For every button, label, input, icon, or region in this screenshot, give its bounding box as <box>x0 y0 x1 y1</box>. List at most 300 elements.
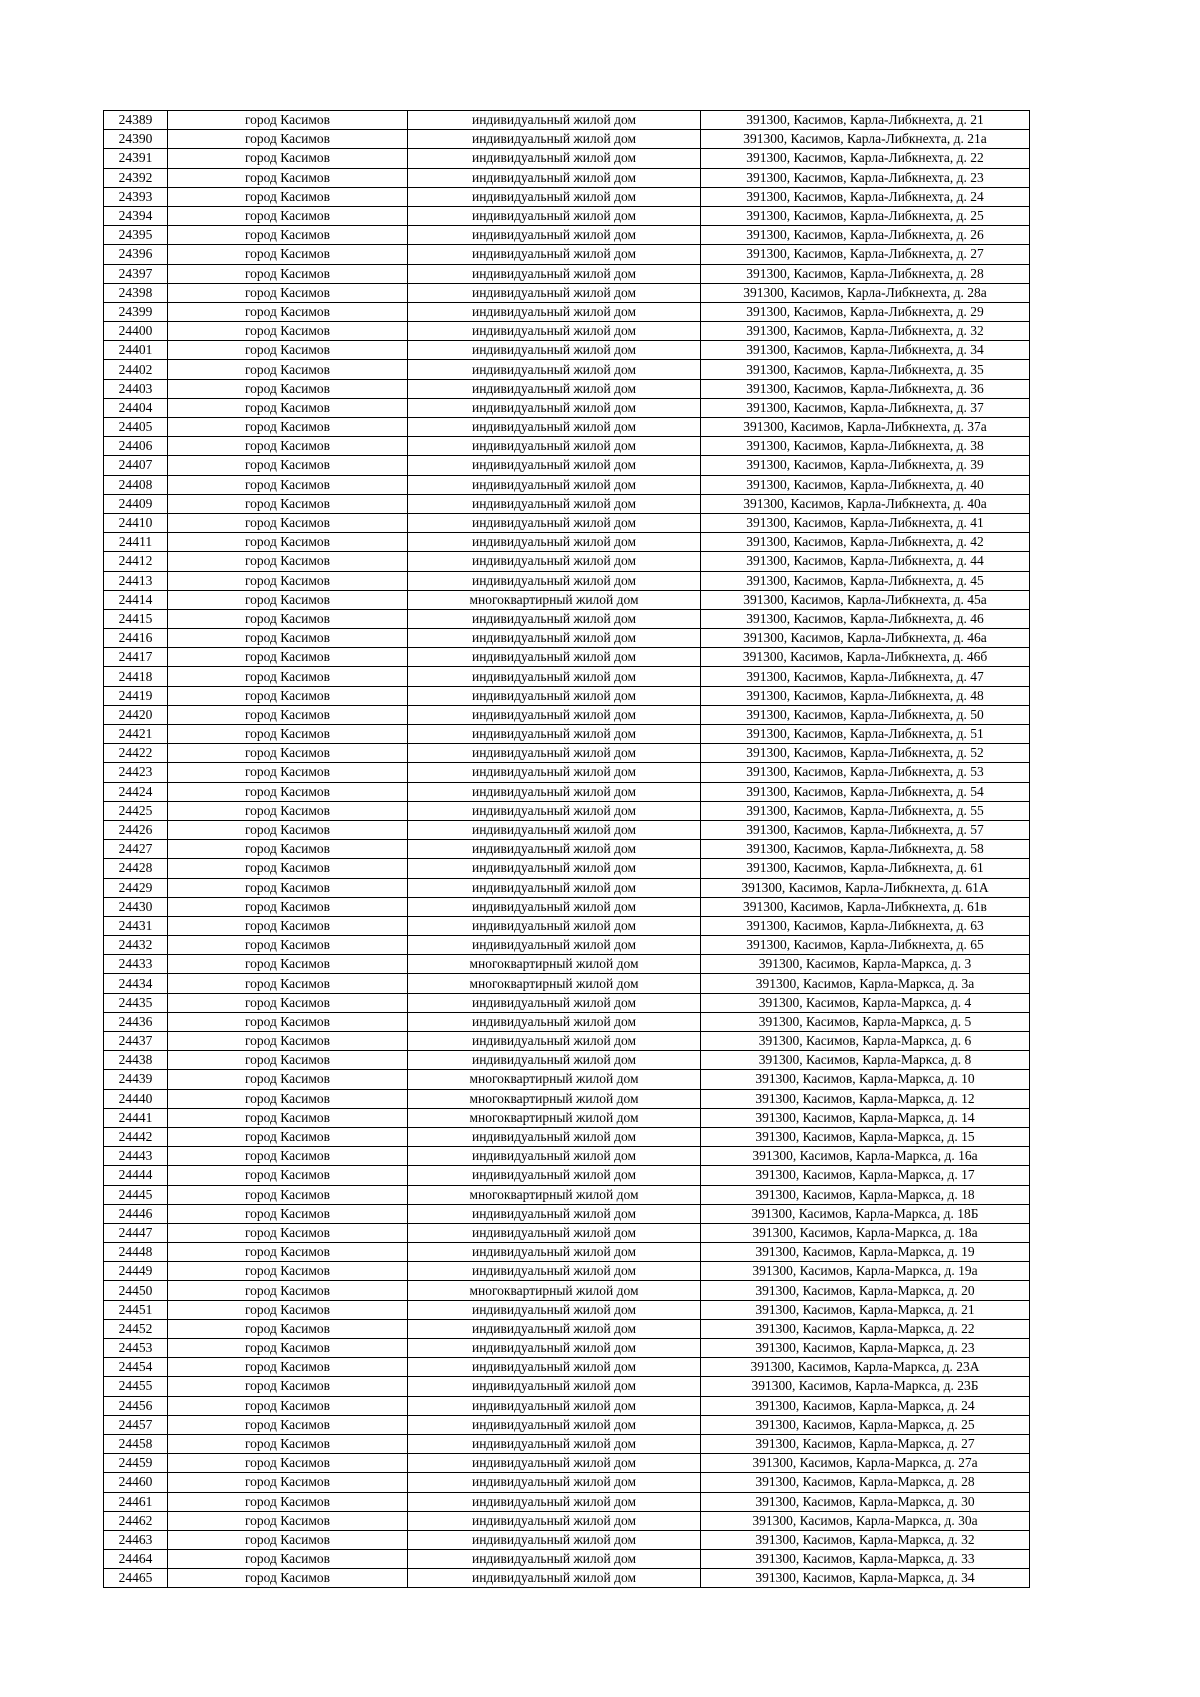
settlement-cell: город Касимов <box>168 590 408 609</box>
address-cell: 391300, Касимов, Карла-Либкнехта, д. 28а <box>701 283 1030 302</box>
settlement-cell: город Касимов <box>168 1569 408 1588</box>
address-cell: 391300, Касимов, Карла-Маркса, д. 27а <box>701 1454 1030 1473</box>
table-row <box>104 571 1030 590</box>
building-type-cell: индивидуальный жилой дом <box>408 533 701 552</box>
building-type-cell: индивидуальный жилой дом <box>408 1319 701 1338</box>
table-row <box>104 1070 1030 1089</box>
table-row <box>104 111 1030 130</box>
settlement-cell: город Касимов <box>168 763 408 782</box>
table-row <box>104 149 1030 168</box>
table-row <box>104 437 1030 456</box>
building-type-cell: индивидуальный жилой дом <box>408 629 701 648</box>
settlement-cell: город Касимов <box>168 609 408 628</box>
building-type-cell: индивидуальный жилой дом <box>408 1012 701 1031</box>
building-type-cell: индивидуальный жилой дом <box>408 1473 701 1492</box>
record-number-cell: 24424 <box>104 782 168 801</box>
settlement-cell: город Касимов <box>168 1339 408 1358</box>
record-number-cell: 24445 <box>104 1185 168 1204</box>
settlement-cell: город Касимов <box>168 475 408 494</box>
building-type-cell: индивидуальный жилой дом <box>408 494 701 513</box>
settlement-cell: город Касимов <box>168 1223 408 1242</box>
record-number-cell: 24437 <box>104 1032 168 1051</box>
record-number-cell: 24454 <box>104 1358 168 1377</box>
settlement-cell: город Касимов <box>168 130 408 149</box>
record-number-cell: 24423 <box>104 763 168 782</box>
building-type-cell: индивидуальный жилой дом <box>408 245 701 264</box>
settlement-cell: город Касимов <box>168 552 408 571</box>
table-row <box>104 648 1030 667</box>
building-type-cell: индивидуальный жилой дом <box>408 725 701 744</box>
address-cell: 391300, Касимов, Карла-Либкнехта, д. 46 <box>701 609 1030 628</box>
building-type-cell: индивидуальный жилой дом <box>408 379 701 398</box>
settlement-cell: город Касимов <box>168 782 408 801</box>
record-number-cell: 24411 <box>104 533 168 552</box>
record-number-cell: 24398 <box>104 283 168 302</box>
settlement-cell: город Касимов <box>168 993 408 1012</box>
record-number-cell: 24439 <box>104 1070 168 1089</box>
table-row <box>104 1569 1030 1588</box>
building-type-cell: индивидуальный жилой дом <box>408 916 701 935</box>
table-row <box>104 513 1030 532</box>
record-number-cell: 24459 <box>104 1454 168 1473</box>
building-type-cell: индивидуальный жилой дом <box>408 840 701 859</box>
record-number-cell: 24416 <box>104 629 168 648</box>
table-row <box>104 974 1030 993</box>
settlement-cell: город Касимов <box>168 840 408 859</box>
settlement-cell: город Касимов <box>168 1281 408 1300</box>
table-row <box>104 398 1030 417</box>
settlement-cell: город Касимов <box>168 1550 408 1569</box>
record-number-cell: 24447 <box>104 1223 168 1242</box>
table-row <box>104 1108 1030 1127</box>
table-row <box>104 1530 1030 1549</box>
table-row <box>104 456 1030 475</box>
table-row <box>104 1089 1030 1108</box>
record-number-cell: 24443 <box>104 1147 168 1166</box>
settlement-cell: город Касимов <box>168 149 408 168</box>
address-cell: 391300, Касимов, Карла-Либкнехта, д. 65 <box>701 936 1030 955</box>
record-number-cell: 24418 <box>104 667 168 686</box>
settlement-cell: город Касимов <box>168 1089 408 1108</box>
building-type-cell: индивидуальный жилой дом <box>408 609 701 628</box>
table-row <box>104 1166 1030 1185</box>
record-number-cell: 24432 <box>104 936 168 955</box>
table-row <box>104 187 1030 206</box>
address-cell: 391300, Касимов, Карла-Либкнехта, д. 37а <box>701 418 1030 437</box>
address-cell: 391300, Касимов, Карла-Маркса, д. 15 <box>701 1127 1030 1146</box>
settlement-cell: город Касимов <box>168 245 408 264</box>
settlement-cell: город Касимов <box>168 744 408 763</box>
settlement-cell: город Касимов <box>168 379 408 398</box>
address-cell: 391300, Касимов, Карла-Либкнехта, д. 61 <box>701 859 1030 878</box>
record-number-cell: 24449 <box>104 1262 168 1281</box>
building-type-cell: индивидуальный жилой дом <box>408 552 701 571</box>
address-cell: 391300, Касимов, Карла-Либкнехта, д. 53 <box>701 763 1030 782</box>
address-cell: 391300, Касимов, Карла-Либкнехта, д. 34 <box>701 341 1030 360</box>
building-type-cell: индивидуальный жилой дом <box>408 705 701 724</box>
table-row <box>104 1492 1030 1511</box>
table-row <box>104 1051 1030 1070</box>
building-type-cell: индивидуальный жилой дом <box>408 763 701 782</box>
table-row <box>104 341 1030 360</box>
building-type-cell: индивидуальный жилой дом <box>408 1358 701 1377</box>
record-number-cell: 24448 <box>104 1243 168 1262</box>
settlement-cell: город Касимов <box>168 1012 408 1031</box>
record-number-cell: 24404 <box>104 398 168 417</box>
settlement-cell: город Касимов <box>168 283 408 302</box>
address-cell: 391300, Касимов, Карла-Либкнехта, д. 42 <box>701 533 1030 552</box>
record-number-cell: 24458 <box>104 1434 168 1453</box>
address-cell: 391300, Касимов, Карла-Либкнехта, д. 54 <box>701 782 1030 801</box>
settlement-cell: город Касимов <box>168 1434 408 1453</box>
settlement-cell: город Касимов <box>168 725 408 744</box>
record-number-cell: 24435 <box>104 993 168 1012</box>
registry-table <box>103 110 1030 1588</box>
settlement-cell: город Касимов <box>168 513 408 532</box>
address-cell: 391300, Касимов, Карла-Маркса, д. 5 <box>701 1012 1030 1031</box>
record-number-cell: 24395 <box>104 226 168 245</box>
building-type-cell: индивидуальный жилой дом <box>408 302 701 321</box>
address-cell: 391300, Касимов, Карла-Либкнехта, д. 28 <box>701 264 1030 283</box>
table-row <box>104 763 1030 782</box>
building-type-cell: многоквартирный жилой дом <box>408 955 701 974</box>
record-number-cell: 24431 <box>104 916 168 935</box>
record-number-cell: 24457 <box>104 1415 168 1434</box>
table-row <box>104 245 1030 264</box>
table-row <box>104 1262 1030 1281</box>
address-cell: 391300, Касимов, Карла-Маркса, д. 8 <box>701 1051 1030 1070</box>
settlement-cell: город Касимов <box>168 341 408 360</box>
settlement-cell: город Касимов <box>168 667 408 686</box>
record-number-cell: 24406 <box>104 437 168 456</box>
address-cell: 391300, Касимов, Карла-Маркса, д. 17 <box>701 1166 1030 1185</box>
address-cell: 391300, Касимов, Карла-Маркса, д. 23А <box>701 1358 1030 1377</box>
record-number-cell: 24450 <box>104 1281 168 1300</box>
building-type-cell: индивидуальный жилой дом <box>408 187 701 206</box>
address-cell: 391300, Касимов, Карла-Либкнехта, д. 26 <box>701 226 1030 245</box>
record-number-cell: 24464 <box>104 1550 168 1569</box>
table-row <box>104 130 1030 149</box>
settlement-cell: город Касимов <box>168 1396 408 1415</box>
building-type-cell: индивидуальный жилой дом <box>408 1396 701 1415</box>
table-row <box>104 206 1030 225</box>
table-row <box>104 1185 1030 1204</box>
table-row <box>104 168 1030 187</box>
building-type-cell: индивидуальный жилой дом <box>408 820 701 839</box>
table-row <box>104 1339 1030 1358</box>
record-number-cell: 24400 <box>104 322 168 341</box>
address-cell: 391300, Касимов, Карла-Либкнехта, д. 22 <box>701 149 1030 168</box>
table-row <box>104 993 1030 1012</box>
table-row <box>104 1550 1030 1569</box>
settlement-cell: город Касимов <box>168 705 408 724</box>
building-type-cell: индивидуальный жилой дом <box>408 782 701 801</box>
building-type-cell: индивидуальный жилой дом <box>408 1204 701 1223</box>
address-cell: 391300, Касимов, Карла-Либкнехта, д. 32 <box>701 322 1030 341</box>
building-type-cell: индивидуальный жилой дом <box>408 130 701 149</box>
record-number-cell: 24462 <box>104 1511 168 1530</box>
settlement-cell: город Касимов <box>168 629 408 648</box>
address-cell: 391300, Касимов, Карла-Либкнехта, д. 61в <box>701 897 1030 916</box>
table-row <box>104 916 1030 935</box>
record-number-cell: 24446 <box>104 1204 168 1223</box>
address-cell: 391300, Касимов, Карла-Либкнехта, д. 52 <box>701 744 1030 763</box>
record-number-cell: 24434 <box>104 974 168 993</box>
building-type-cell: индивидуальный жилой дом <box>408 360 701 379</box>
address-cell: 391300, Касимов, Карла-Либкнехта, д. 39 <box>701 456 1030 475</box>
record-number-cell: 24433 <box>104 955 168 974</box>
settlement-cell: город Касимов <box>168 111 408 130</box>
address-cell: 391300, Касимов, Карла-Маркса, д. 18а <box>701 1223 1030 1242</box>
record-number-cell: 24456 <box>104 1396 168 1415</box>
table-row <box>104 418 1030 437</box>
settlement-cell: город Касимов <box>168 1473 408 1492</box>
building-type-cell: индивидуальный жилой дом <box>408 322 701 341</box>
table-row <box>104 609 1030 628</box>
building-type-cell: индивидуальный жилой дом <box>408 456 701 475</box>
building-type-cell: индивидуальный жилой дом <box>408 206 701 225</box>
building-type-cell: индивидуальный жилой дом <box>408 878 701 897</box>
record-number-cell: 24429 <box>104 878 168 897</box>
address-cell: 391300, Касимов, Карла-Маркса, д. 3а <box>701 974 1030 993</box>
table-row <box>104 322 1030 341</box>
building-type-cell: многоквартирный жилой дом <box>408 1185 701 1204</box>
building-type-cell: индивидуальный жилой дом <box>408 1415 701 1434</box>
building-type-cell: индивидуальный жилой дом <box>408 1147 701 1166</box>
address-cell: 391300, Касимов, Карла-Либкнехта, д. 29 <box>701 302 1030 321</box>
building-type-cell: индивидуальный жилой дом <box>408 1300 701 1319</box>
building-type-cell: индивидуальный жилой дом <box>408 1223 701 1242</box>
record-number-cell: 24397 <box>104 264 168 283</box>
settlement-cell: город Касимов <box>168 571 408 590</box>
building-type-cell: индивидуальный жилой дом <box>408 1530 701 1549</box>
address-cell: 391300, Касимов, Карла-Маркса, д. 19 <box>701 1243 1030 1262</box>
table-row <box>104 840 1030 859</box>
settlement-cell: город Касимов <box>168 1147 408 1166</box>
record-number-cell: 24408 <box>104 475 168 494</box>
table-row <box>104 1396 1030 1415</box>
address-cell: 391300, Касимов, Карла-Маркса, д. 18Б <box>701 1204 1030 1223</box>
record-number-cell: 24436 <box>104 1012 168 1031</box>
settlement-cell: город Касимов <box>168 187 408 206</box>
record-number-cell: 24461 <box>104 1492 168 1511</box>
building-type-cell: индивидуальный жилой дом <box>408 1434 701 1453</box>
building-type-cell: индивидуальный жилой дом <box>408 859 701 878</box>
building-type-cell: многоквартирный жилой дом <box>408 1108 701 1127</box>
address-cell: 391300, Касимов, Карла-Либкнехта, д. 45 <box>701 571 1030 590</box>
settlement-cell: город Касимов <box>168 456 408 475</box>
building-type-cell: индивидуальный жилой дом <box>408 686 701 705</box>
building-type-cell: индивидуальный жилой дом <box>408 111 701 130</box>
record-number-cell: 24414 <box>104 590 168 609</box>
address-cell: 391300, Касимов, Карла-Маркса, д. 33 <box>701 1550 1030 1569</box>
address-cell: 391300, Касимов, Карла-Маркса, д. 21 <box>701 1300 1030 1319</box>
record-number-cell: 24465 <box>104 1569 168 1588</box>
table-row <box>104 686 1030 705</box>
table-row <box>104 705 1030 724</box>
record-number-cell: 24463 <box>104 1530 168 1549</box>
settlement-cell: город Касимов <box>168 418 408 437</box>
settlement-cell: город Касимов <box>168 878 408 897</box>
record-number-cell: 24451 <box>104 1300 168 1319</box>
building-type-cell: индивидуальный жилой дом <box>408 801 701 820</box>
address-cell: 391300, Касимов, Карла-Маркса, д. 34 <box>701 1569 1030 1588</box>
table-row <box>104 1127 1030 1146</box>
settlement-cell: город Касимов <box>168 686 408 705</box>
settlement-cell: город Касимов <box>168 1415 408 1434</box>
table-row <box>104 302 1030 321</box>
record-number-cell: 24401 <box>104 341 168 360</box>
record-number-cell: 24460 <box>104 1473 168 1492</box>
address-cell: 391300, Касимов, Карла-Маркса, д. 20 <box>701 1281 1030 1300</box>
building-type-cell: индивидуальный жилой дом <box>408 993 701 1012</box>
address-cell: 391300, Касимов, Карла-Маркса, д. 23 <box>701 1339 1030 1358</box>
address-cell: 391300, Касимов, Карла-Маркса, д. 23Б <box>701 1377 1030 1396</box>
building-type-cell: индивидуальный жилой дом <box>408 1377 701 1396</box>
table-row <box>104 1434 1030 1453</box>
building-type-cell: индивидуальный жилой дом <box>408 341 701 360</box>
record-number-cell: 24417 <box>104 648 168 667</box>
building-type-cell: индивидуальный жилой дом <box>408 1166 701 1185</box>
table-row <box>104 667 1030 686</box>
building-type-cell: индивидуальный жилой дом <box>408 1454 701 1473</box>
table-row <box>104 955 1030 974</box>
settlement-cell: город Касимов <box>168 226 408 245</box>
table-row <box>104 782 1030 801</box>
building-type-cell: индивидуальный жилой дом <box>408 398 701 417</box>
settlement-cell: город Касимов <box>168 494 408 513</box>
address-cell: 391300, Касимов, Карла-Либкнехта, д. 44 <box>701 552 1030 571</box>
building-type-cell: индивидуальный жилой дом <box>408 168 701 187</box>
settlement-cell: город Касимов <box>168 1319 408 1338</box>
table-row <box>104 1012 1030 1031</box>
table-row <box>104 897 1030 916</box>
record-number-cell: 24410 <box>104 513 168 532</box>
record-number-cell: 24393 <box>104 187 168 206</box>
table-row <box>104 226 1030 245</box>
table-row <box>104 1147 1030 1166</box>
address-cell: 391300, Касимов, Карла-Либкнехта, д. 37 <box>701 398 1030 417</box>
record-number-cell: 24396 <box>104 245 168 264</box>
table-row <box>104 725 1030 744</box>
address-cell: 391300, Касимов, Карла-Маркса, д. 25 <box>701 1415 1030 1434</box>
building-type-cell: многоквартирный жилой дом <box>408 974 701 993</box>
table-row <box>104 859 1030 878</box>
table-row <box>104 475 1030 494</box>
building-type-cell: индивидуальный жилой дом <box>408 1243 701 1262</box>
settlement-cell: город Касимов <box>168 1243 408 1262</box>
table-row <box>104 1358 1030 1377</box>
settlement-cell: город Касимов <box>168 1185 408 1204</box>
building-type-cell: индивидуальный жилой дом <box>408 264 701 283</box>
building-type-cell: индивидуальный жилой дом <box>408 936 701 955</box>
address-cell: 391300, Касимов, Карла-Либкнехта, д. 57 <box>701 820 1030 839</box>
address-cell: 391300, Касимов, Карла-Либкнехта, д. 46б <box>701 648 1030 667</box>
table-row <box>104 1415 1030 1434</box>
address-cell: 391300, Касимов, Карла-Либкнехта, д. 41 <box>701 513 1030 532</box>
table-row <box>104 1511 1030 1530</box>
address-cell: 391300, Касимов, Карла-Либкнехта, д. 36 <box>701 379 1030 398</box>
record-number-cell: 24438 <box>104 1051 168 1070</box>
table-row <box>104 360 1030 379</box>
table-row <box>104 936 1030 955</box>
building-type-cell: индивидуальный жилой дом <box>408 418 701 437</box>
record-number-cell: 24425 <box>104 801 168 820</box>
settlement-cell: город Касимов <box>168 1300 408 1319</box>
table-row <box>104 820 1030 839</box>
record-number-cell: 24402 <box>104 360 168 379</box>
settlement-cell: город Касимов <box>168 1262 408 1281</box>
settlement-cell: город Касимов <box>168 820 408 839</box>
address-cell: 391300, Касимов, Карла-Либкнехта, д. 40 <box>701 475 1030 494</box>
settlement-cell: город Касимов <box>168 916 408 935</box>
settlement-cell: город Касимов <box>168 1511 408 1530</box>
table-row <box>104 264 1030 283</box>
building-type-cell: многоквартирный жилой дом <box>408 1070 701 1089</box>
address-cell: 391300, Касимов, Карла-Маркса, д. 4 <box>701 993 1030 1012</box>
address-cell: 391300, Касимов, Карла-Либкнехта, д. 63 <box>701 916 1030 935</box>
settlement-cell: город Касимов <box>168 264 408 283</box>
record-number-cell: 24394 <box>104 206 168 225</box>
building-type-cell: индивидуальный жилой дом <box>408 513 701 532</box>
address-cell: 391300, Касимов, Карла-Маркса, д. 28 <box>701 1473 1030 1492</box>
table-row <box>104 494 1030 513</box>
settlement-cell: город Касимов <box>168 1204 408 1223</box>
settlement-cell: город Касимов <box>168 437 408 456</box>
building-type-cell: индивидуальный жилой дом <box>408 283 701 302</box>
record-number-cell: 24440 <box>104 1089 168 1108</box>
record-number-cell: 24430 <box>104 897 168 916</box>
building-type-cell: индивидуальный жилой дом <box>408 1032 701 1051</box>
address-cell: 391300, Касимов, Карла-Либкнехта, д. 51 <box>701 725 1030 744</box>
address-cell: 391300, Касимов, Карла-Маркса, д. 19а <box>701 1262 1030 1281</box>
address-cell: 391300, Касимов, Карла-Маркса, д. 30а <box>701 1511 1030 1530</box>
settlement-cell: город Касимов <box>168 1166 408 1185</box>
table-row <box>104 1377 1030 1396</box>
settlement-cell: город Касимов <box>168 936 408 955</box>
address-cell: 391300, Касимов, Карла-Маркса, д. 16а <box>701 1147 1030 1166</box>
settlement-cell: город Касимов <box>168 1358 408 1377</box>
address-cell: 391300, Касимов, Карла-Маркса, д. 30 <box>701 1492 1030 1511</box>
address-cell: 391300, Касимов, Карла-Либкнехта, д. 23 <box>701 168 1030 187</box>
table-row <box>104 552 1030 571</box>
settlement-cell: город Касимов <box>168 322 408 341</box>
address-cell: 391300, Касимов, Карла-Либкнехта, д. 47 <box>701 667 1030 686</box>
table-row <box>104 1319 1030 1338</box>
address-cell: 391300, Касимов, Карла-Маркса, д. 24 <box>701 1396 1030 1415</box>
table-row <box>104 590 1030 609</box>
table-row <box>104 1204 1030 1223</box>
record-number-cell: 24455 <box>104 1377 168 1396</box>
table-row <box>104 379 1030 398</box>
table-row <box>104 878 1030 897</box>
address-cell: 391300, Касимов, Карла-Либкнехта, д. 24 <box>701 187 1030 206</box>
settlement-cell: город Касимов <box>168 360 408 379</box>
building-type-cell: индивидуальный жилой дом <box>408 475 701 494</box>
table-row <box>104 1281 1030 1300</box>
record-number-cell: 24392 <box>104 168 168 187</box>
building-type-cell: индивидуальный жилой дом <box>408 437 701 456</box>
building-type-cell: индивидуальный жилой дом <box>408 571 701 590</box>
record-number-cell: 24405 <box>104 418 168 437</box>
address-cell: 391300, Касимов, Карла-Либкнехта, д. 50 <box>701 705 1030 724</box>
table-row <box>104 533 1030 552</box>
building-type-cell: индивидуальный жилой дом <box>408 226 701 245</box>
settlement-cell: город Касимов <box>168 648 408 667</box>
address-cell: 391300, Касимов, Карла-Маркса, д. 6 <box>701 1032 1030 1051</box>
building-type-cell: индивидуальный жилой дом <box>408 648 701 667</box>
table-row <box>104 1243 1030 1262</box>
